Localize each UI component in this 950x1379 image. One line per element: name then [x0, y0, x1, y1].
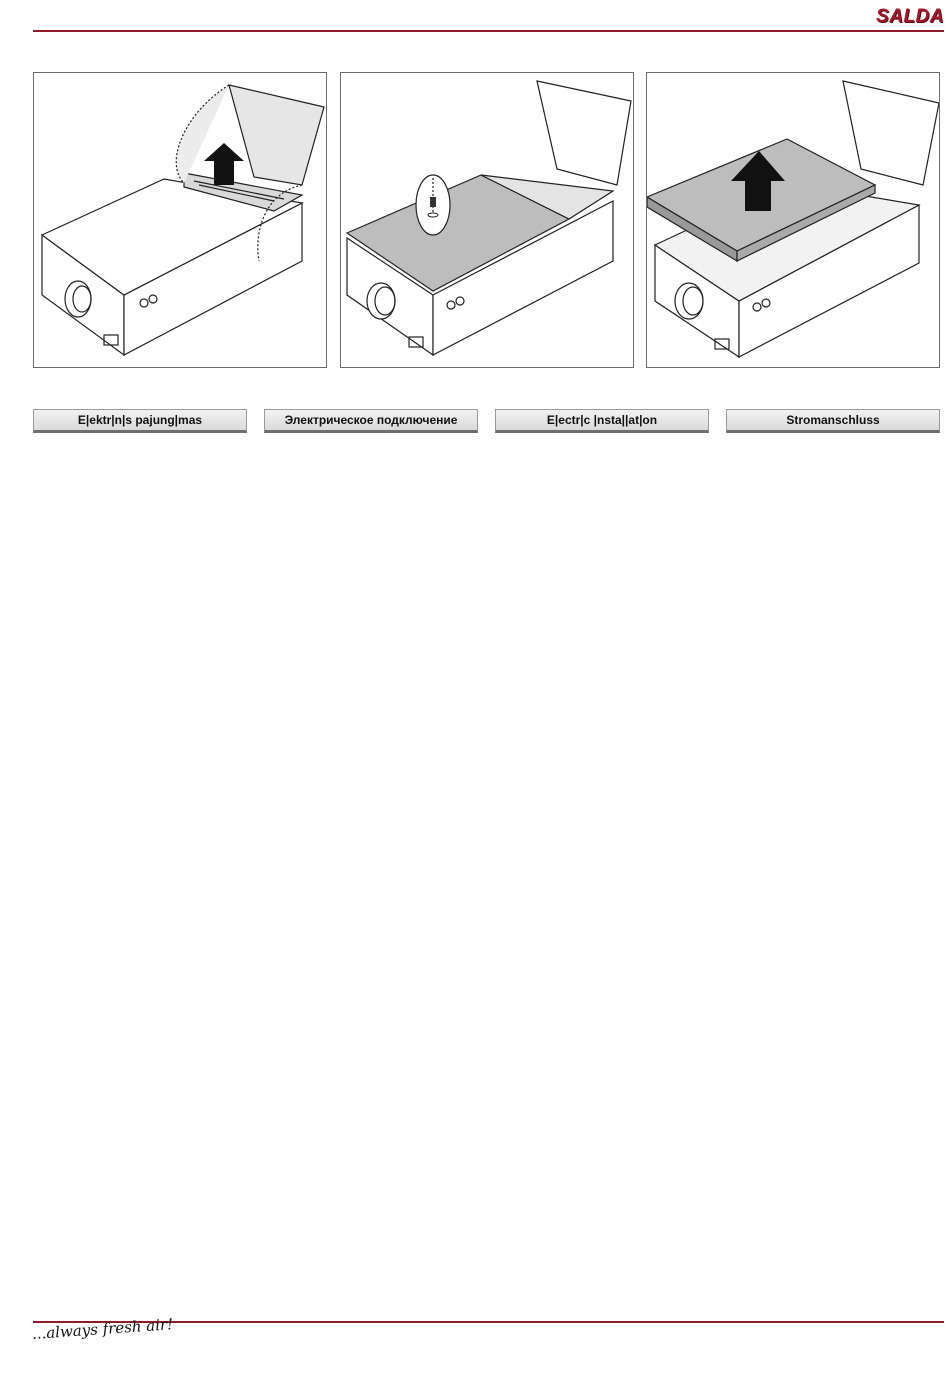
unit-illustration-1	[34, 73, 326, 367]
figure-unscrew-panel	[340, 72, 634, 368]
label-german[interactable]: Stromanschluss	[726, 409, 940, 433]
footer-slogan: ...always fresh air!	[31, 1315, 174, 1343]
label-english[interactable]: E|ectr|c |nsta||at|on	[495, 409, 709, 433]
label-lithuanian[interactable]: E|ektr|n|s pajung|mas	[33, 409, 247, 433]
unit-illustration-3	[647, 73, 939, 367]
unit-illustration-2	[341, 73, 633, 367]
header-rule	[33, 30, 944, 32]
label-russian[interactable]: Электрическое подключение	[264, 409, 478, 433]
figure-lift-panel	[646, 72, 940, 368]
figure-open-door	[33, 72, 327, 368]
brand-logo: SALDA	[876, 6, 944, 27]
